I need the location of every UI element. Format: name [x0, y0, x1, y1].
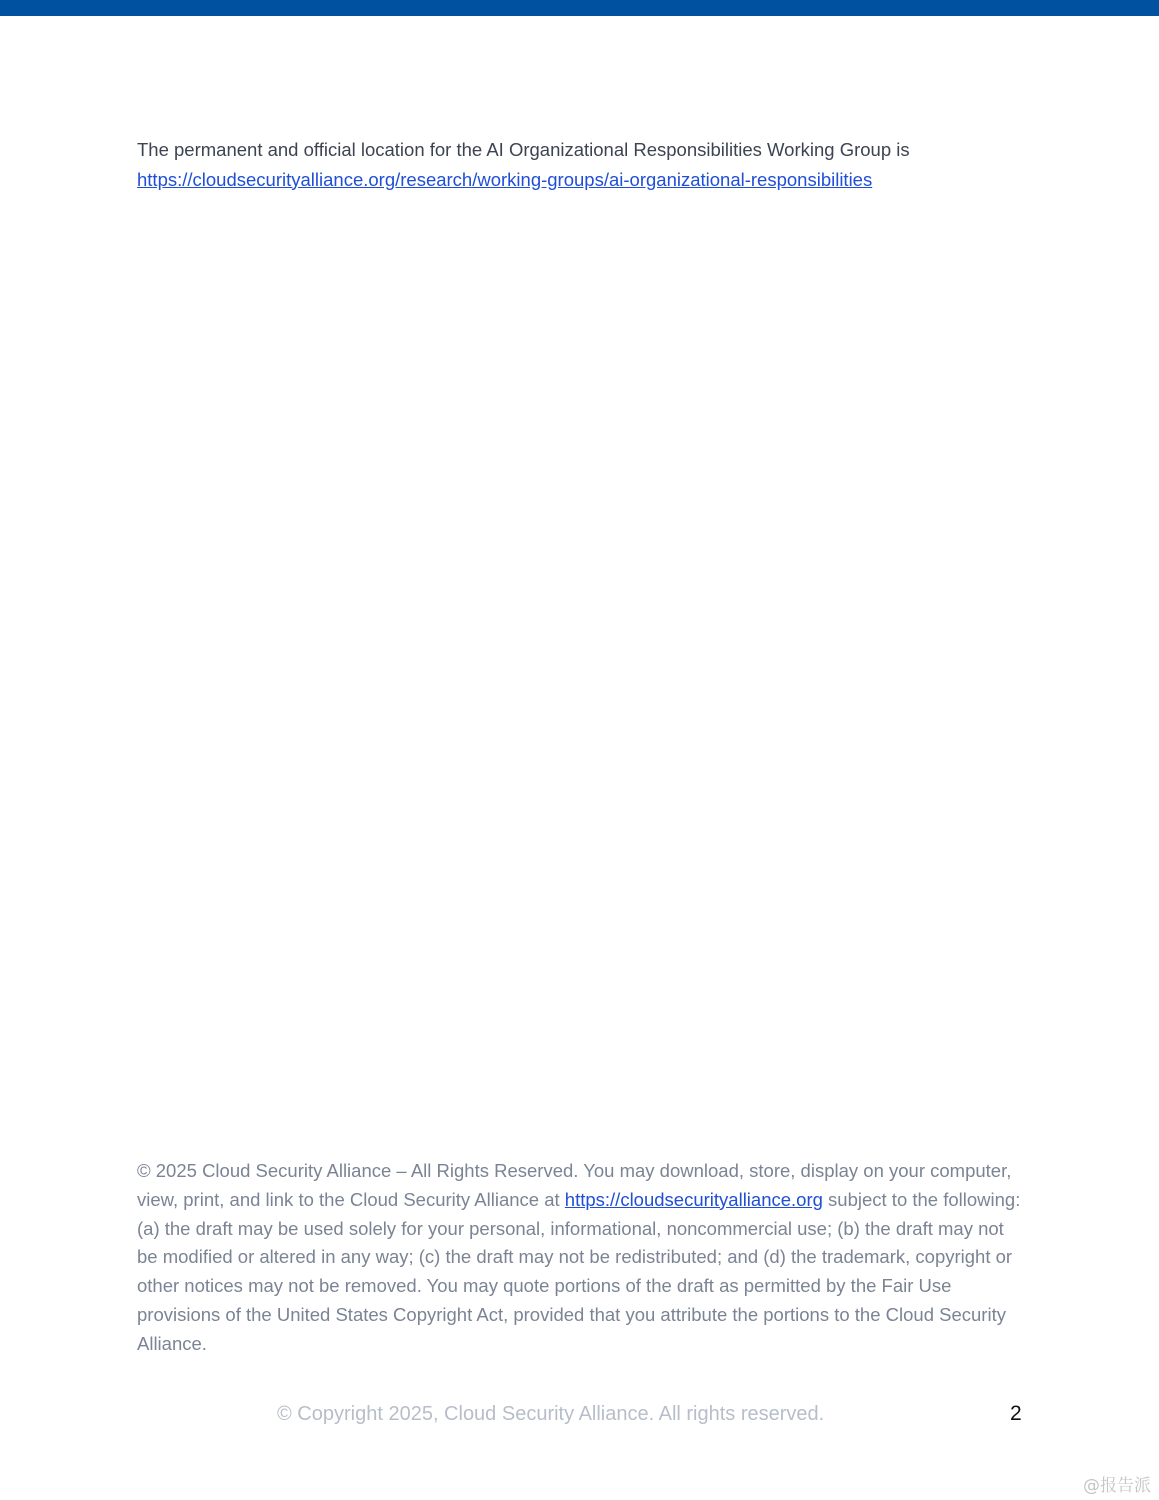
location-statement [137, 135, 1037, 194]
location-text: The permanent and official location for the AI Organizational Responsibilities Working Group is [137, 139, 910, 160]
legal-notice [137, 1157, 1027, 1359]
legal-text-end: subject to the following: (a) the draft may be used solely for your personal, informational, noncommercial use; (b) the draft may not be modified or altered in any way; (c) the draft may not be redistributed; and (d) the trademark, copyright or other notices may not be removed. You may quote portions of the draft as permitted by the Fair Use provisions of the United States Copyright Act, provided that you attribute the portions to the Cloud Security Alliance. [137, 1188, 1021, 1354]
csa-website-link[interactable]: https://cloudsecurityalliance.org [564, 1188, 823, 1210]
header-bar [0, 0, 1159, 16]
page-number: 2 [1010, 1402, 1022, 1425]
working-group-link[interactable]: https://cloudsecurityalliance.org/research/working-groups/ai-organizational-responsibilities [137, 168, 873, 190]
legal-text-start: © 2025 Cloud Security Alliance – All Rights Reserved. You may download, store, display on your computer, view, print, and link to the Cloud Security Alliance at [137, 1160, 1012, 1210]
footer-copyright: © Copyright 2025, Cloud Security Alliance. All rights reserved. [277, 1403, 825, 1425]
watermark: @报告派 [1083, 1476, 1151, 1496]
